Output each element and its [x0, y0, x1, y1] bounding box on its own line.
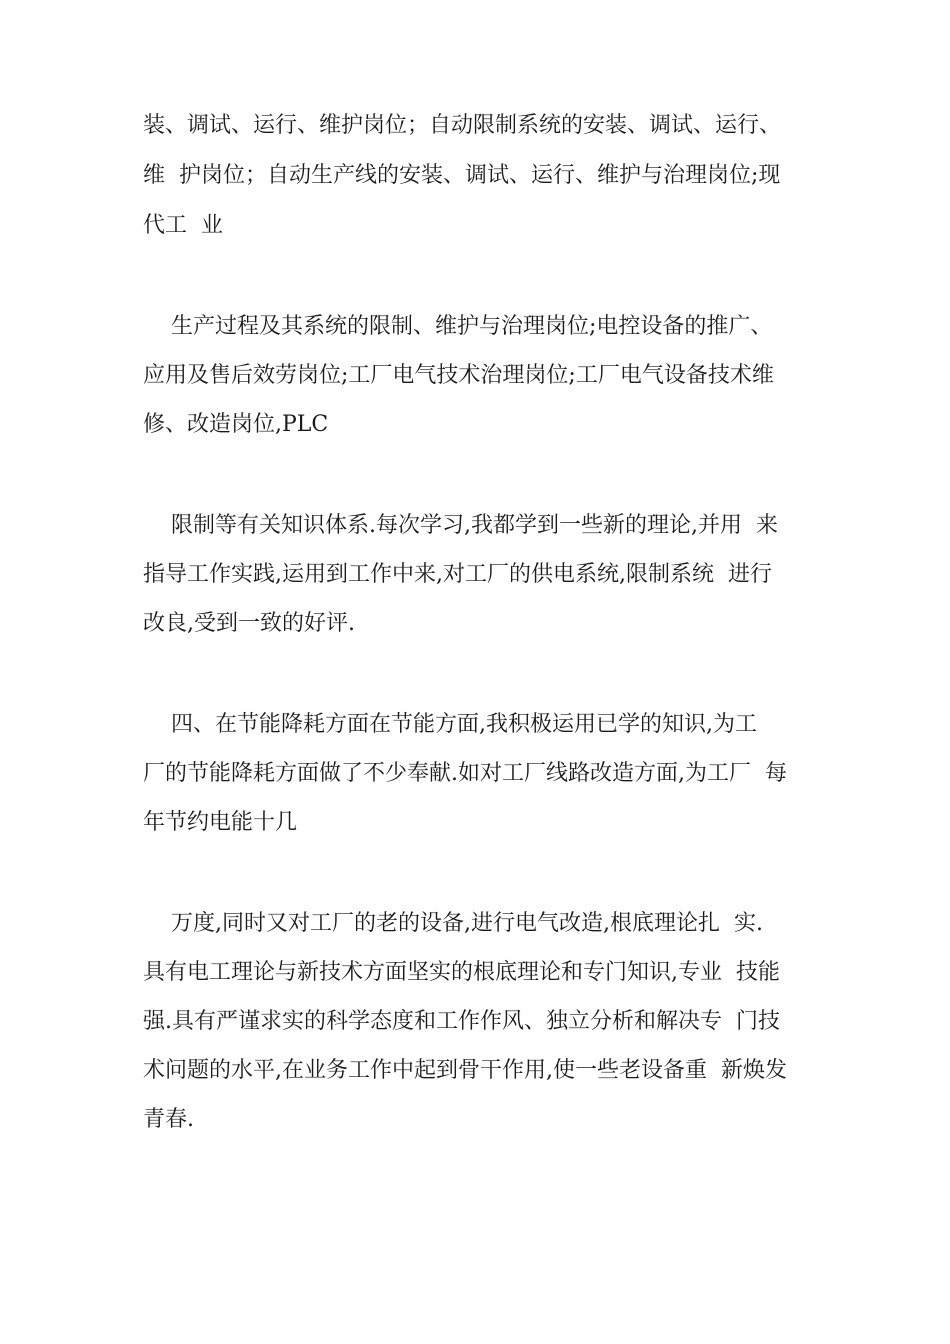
- paragraph-3-line-2: 指导工作实践,运用到工作中来,对工厂的供电系统,限制系统 进行: [143, 562, 772, 587]
- paragraph-3-line-1: 限制等有关知识体系.每次学习,我都学到一些新的理论,并用 来: [143, 513, 778, 538]
- paragraph-4-line-2: 厂的节能降耗方面做了不少奉献.如对工厂线路改造方面,为工厂 每: [143, 761, 787, 786]
- paragraph-4-line-3: 年节约电能十几: [143, 810, 298, 835]
- paragraph-5-line-2: 具有电工理论与新技术方面坚实的根底理论和专门知识,专业 技能: [143, 960, 780, 985]
- paragraph-1-line-2: 维 护岗位；自动生产线的安装、调试、运行、维护与治理岗位;现: [143, 163, 781, 188]
- paragraph-1-line-1: 装、调试、运行、维护岗位；自动限制系统的安装、调试、运行、: [143, 113, 782, 138]
- paragraph-5-line-4: 术问题的水平,在业务工作中起到骨干作用,使一些老设备重 新焕发: [143, 1058, 787, 1083]
- paragraph-2-line-3: 修、改造岗位,PLC: [143, 412, 329, 437]
- paragraph-5-line-3: 强.具有严谨求实的科学态度和工作作风、独立分析和解决专 门技: [143, 1009, 780, 1034]
- paragraph-2-line-1: 生产过程及其系统的限制、维护与治理岗位;电控设备的推广、: [143, 314, 773, 339]
- paragraph-5-line-1: 万度,同时又对工厂的老的设备,进行电气改造,根底理论扎 实.: [143, 911, 763, 936]
- paragraph-1-line-3: 代工 业: [143, 213, 223, 238]
- paragraph-5-line-5: 青春.: [143, 1107, 194, 1132]
- paragraph-2-line-2: 应用及售后效劳岗位;工厂电气技术治理岗位;工厂电气设备技术维: [143, 363, 774, 388]
- paragraph-4-line-1: 四、在节能降耗方面在节能方面,我积极运用已学的知识,为工: [143, 712, 757, 737]
- paragraph-3-line-3: 改良,受到一致的好评.: [143, 611, 355, 636]
